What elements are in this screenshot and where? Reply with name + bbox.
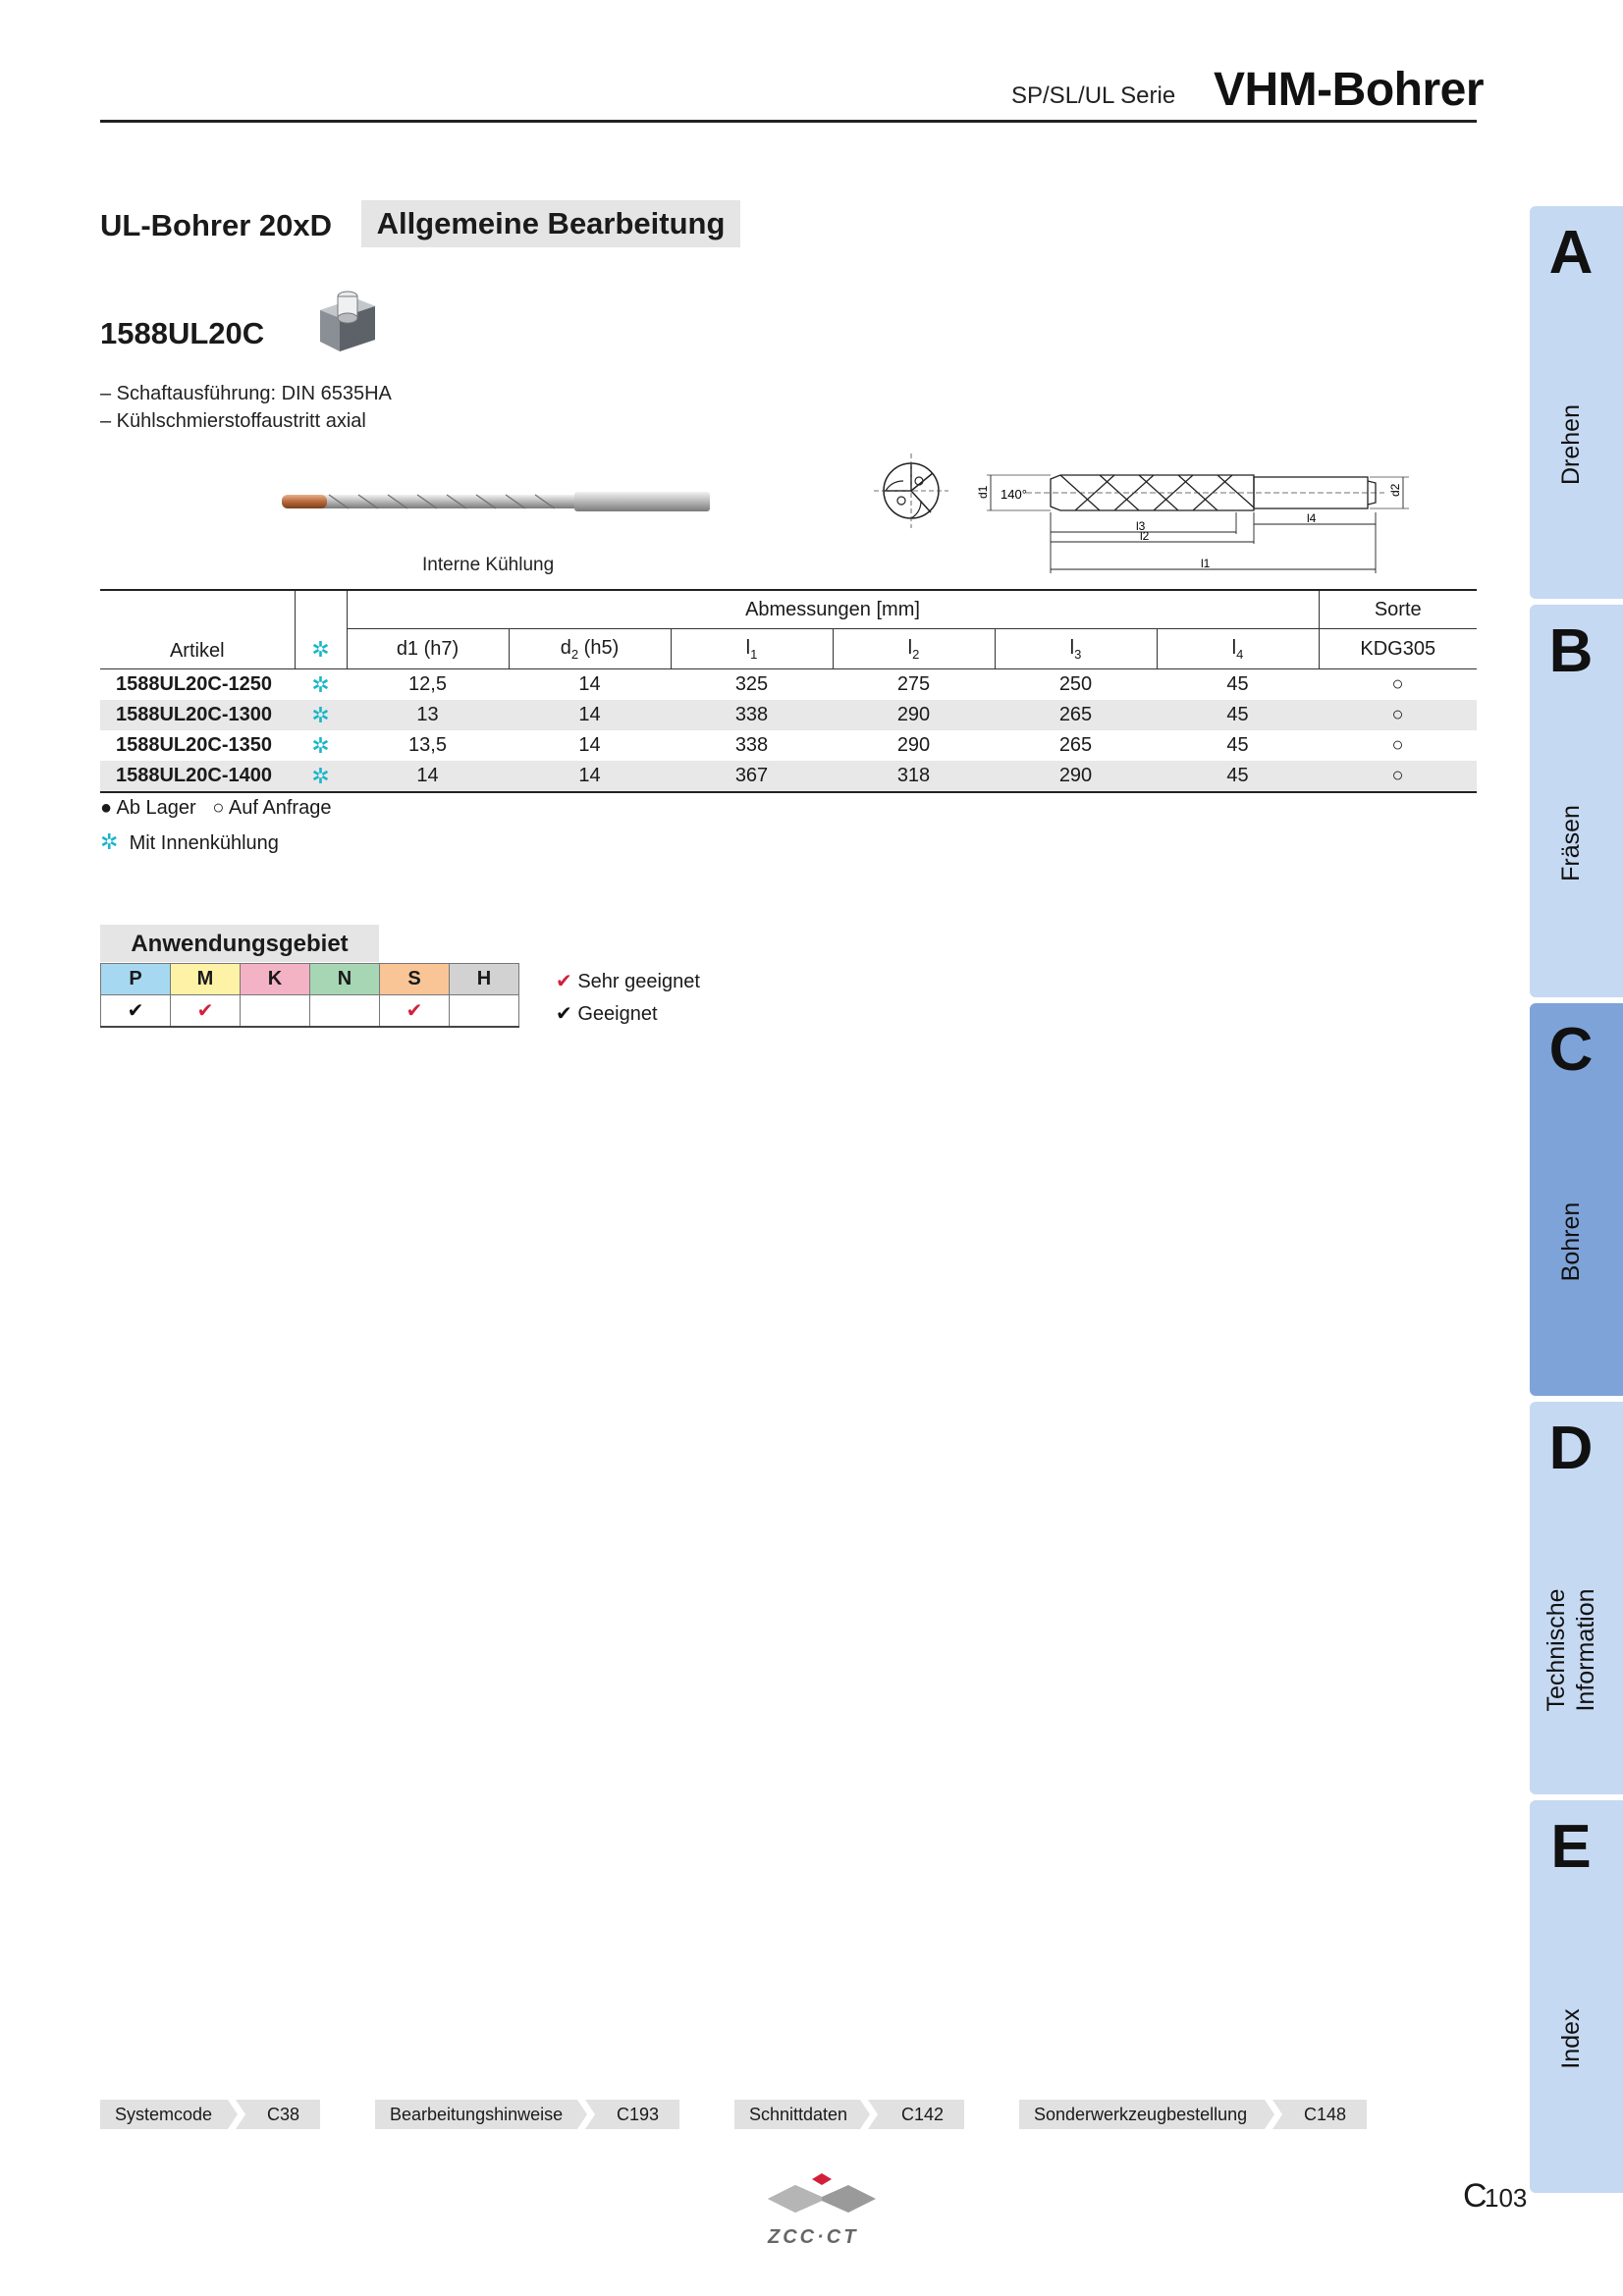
tab-label: Technische Information (1542, 1588, 1599, 1712)
check-icon: ✔ (556, 1003, 572, 1025)
stock-legend (100, 797, 331, 820)
l1-cell: 325 (671, 669, 833, 701)
tab-letter: A (1548, 219, 1594, 287)
check-icon: ✔ (406, 1000, 423, 1022)
chevron-right-icon (575, 2100, 597, 2129)
coolant-icon: ✲ (311, 671, 330, 697)
chevron-right-icon (226, 2100, 247, 2129)
ref-sonderwerkzeugbestellung[interactable]: Sonderwerkzeugbestellung C148 (1019, 2100, 1367, 2129)
suitability-m (171, 995, 241, 1028)
angle-label: 140° (1001, 487, 1027, 502)
l2-cell: 290 (896, 734, 931, 756)
d2-cell: 14 (509, 669, 671, 701)
page-letter: C (1463, 2177, 1488, 2215)
grade-cell: ○ (1319, 669, 1477, 701)
d1-cell: 13 (347, 700, 509, 730)
material-h: H (450, 964, 519, 995)
table-row (100, 730, 1477, 761)
l4-label: l4 (1307, 511, 1317, 525)
column-header-d1: d1 (h7) (347, 629, 509, 669)
coolant-icon: ✲ (311, 763, 330, 788)
column-header-l3: $l_3$ (995, 629, 1157, 669)
zcc-ct-logo (766, 2169, 878, 2224)
l2-cell: 275 (833, 669, 995, 701)
suitability-s (380, 995, 450, 1028)
grade-cell: ○ (1391, 734, 1404, 756)
tab-drehen[interactable] (1530, 206, 1623, 599)
legend-stock: ● Ab Lager (100, 797, 196, 819)
l3-cell: 250 (995, 669, 1157, 701)
application-title: Anwendungsgebiet (100, 925, 379, 962)
column-header-l2: $l_2$ (833, 629, 995, 669)
d2-cell: 14 (509, 761, 671, 792)
feature-coolant: – Kühlschmierstoffaustritt axial (100, 410, 366, 432)
ref-systemcode[interactable]: Systemcode C38 (100, 2100, 320, 2129)
d2-label: d2 (1388, 483, 1402, 497)
table-row (100, 669, 1477, 701)
d2-cell: 14 (509, 700, 671, 730)
legend-suitable: ✔ Geeignet (556, 1003, 658, 1025)
column-header-d2: $d_2$ (h5) (509, 629, 671, 669)
drill-image (280, 487, 712, 516)
article-cell: 1588UL20C-1400 (100, 761, 295, 792)
l4-cell: 45 (1157, 669, 1319, 701)
blind-hole-icon (316, 285, 379, 355)
check-icon: ✔ (556, 971, 572, 992)
tab-letter: B (1548, 617, 1594, 685)
check-icon: ✔ (196, 1000, 214, 1022)
coolant-legend (100, 829, 279, 855)
l4-cell: 45 (1157, 761, 1319, 792)
tab-label: Drehen (1557, 404, 1585, 485)
column-header-article: Artikel (100, 590, 295, 669)
series-label: SP/SL/UL Serie (1011, 82, 1176, 109)
l2-cell: 290 (833, 700, 995, 730)
column-header-coolant (295, 590, 347, 669)
column-header-l4: $l_4$ (1157, 629, 1319, 669)
l3-cell: 265 (995, 700, 1157, 730)
tab-fraesen[interactable] (1530, 605, 1623, 997)
grade-cell: ○ (1319, 761, 1477, 792)
coolant-icon: ✲ (100, 829, 119, 854)
material-s: S (380, 964, 450, 995)
drill-cross-section-drawing (872, 452, 950, 530)
material-p: P (101, 964, 171, 995)
chevron-right-icon (1263, 2100, 1284, 2129)
product-title: UL-Bohrer 20xD (100, 208, 332, 242)
logo-text: ZCC·CT (768, 2226, 859, 2248)
column-header-grade: KDG305 (1319, 629, 1477, 669)
tab-label: Bohren (1557, 1201, 1585, 1282)
l3-cell: 265 (1058, 734, 1093, 756)
suitability-n (310, 995, 380, 1028)
l3-label: l3 (1136, 519, 1146, 533)
tab-letter: D (1548, 1415, 1594, 1482)
material-m: M (171, 964, 241, 995)
coolant-icon: ✲ (311, 702, 330, 727)
group-header-grade: Sorte (1319, 590, 1477, 629)
coolant-cell (295, 700, 347, 730)
l2-label: l2 (1140, 529, 1150, 543)
article-cell: 1588UL20C-1250 (100, 669, 295, 701)
dimensions-table (100, 589, 1477, 793)
application-table (100, 963, 519, 1028)
tab-letter: E (1550, 1813, 1592, 1881)
suitability-p (101, 995, 171, 1028)
tab-bohren[interactable] (1530, 1003, 1623, 1396)
ref-schnittdaten[interactable]: Schnittdaten C142 (734, 2100, 964, 2129)
legend-request: ○ Auf Anfrage (212, 797, 332, 819)
l4-cell: 45 (1157, 700, 1319, 730)
d1-label: d1 (976, 485, 990, 499)
l1-cell: 338 (734, 734, 769, 756)
table-row (100, 761, 1477, 792)
material-n: N (310, 964, 380, 995)
table-row (100, 700, 1477, 730)
grade-cell: ○ (1319, 700, 1477, 730)
material-k: K (241, 964, 310, 995)
d1-cell: 14 (347, 761, 509, 792)
tab-label: Index (1557, 2008, 1585, 2069)
l3-cell: 290 (995, 761, 1157, 792)
article-cell: 1588UL20C-1350 (116, 734, 272, 756)
feature-shank: – Schaftausführung: DIN 6535HA (100, 383, 392, 404)
tab-label: Fräsen (1557, 805, 1585, 881)
page-title: VHM-Bohrer (1214, 64, 1485, 116)
product-subtitle: Allgemeine Bearbeitung (361, 200, 740, 247)
column-header-l1: $l_1$ (671, 629, 833, 669)
drill-dimension-drawing (967, 469, 1419, 577)
image-caption: Interne Kühlung (422, 555, 555, 575)
l1-label: l1 (1201, 557, 1211, 570)
legend-very-suitable: ✔ Sehr geeignet (556, 971, 700, 992)
product-code: 1588UL20C (100, 316, 265, 350)
header-rule (100, 120, 1477, 123)
tab-index[interactable] (1530, 1800, 1623, 2193)
check-icon: ✔ (127, 1000, 144, 1022)
suitability-h (450, 995, 519, 1028)
tab-letter: C (1548, 1016, 1594, 1084)
article-cell: 1588UL20C-1300 (100, 700, 295, 730)
l4-cell: 45 (1226, 734, 1249, 756)
page-number: 103 (1485, 2183, 1528, 2213)
d1-cell: 12,5 (347, 669, 509, 701)
legend-coolant: Mit Innenkühlung (129, 832, 279, 854)
l2-cell: 318 (833, 761, 995, 792)
coolant-icon: ✲ (311, 732, 330, 758)
coolant-cell (295, 761, 347, 792)
tab-technische-information[interactable] (1530, 1402, 1623, 1794)
chevron-right-icon (858, 2100, 880, 2129)
suitability-k (241, 995, 310, 1028)
l1-cell: 338 (671, 700, 833, 730)
coolant-icon: ✲ (311, 637, 330, 662)
coolant-cell (295, 730, 347, 761)
l1-cell: 367 (671, 761, 833, 792)
group-header-dimensions: Abmessungen [mm] (347, 590, 1319, 629)
d2-cell: 14 (578, 734, 601, 756)
d1-cell: 13,5 (408, 734, 447, 756)
coolant-cell (295, 669, 347, 701)
ref-bearbeitungshinweise[interactable]: Bearbeitungshinweise C193 (375, 2100, 679, 2129)
